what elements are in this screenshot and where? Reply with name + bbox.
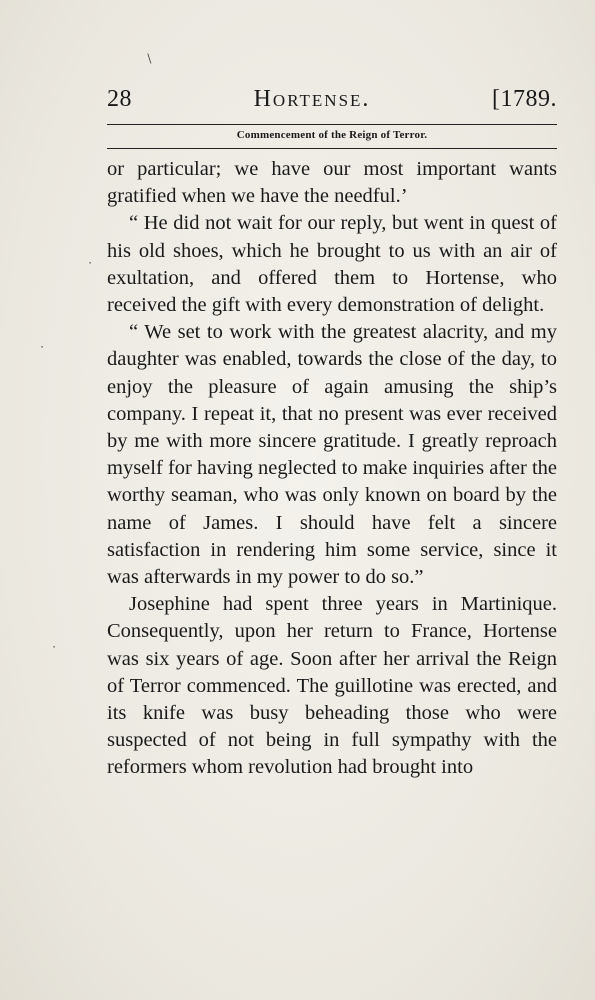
- ink-speck: ⋅: [40, 340, 45, 354]
- page-number: 28: [107, 86, 132, 112]
- header-year: [1789.: [492, 86, 557, 112]
- ink-speck: ⋅: [88, 256, 93, 270]
- header-rule-bottom: [107, 148, 557, 149]
- paragraph: “ He did not wait for our reply, but went in quest of his old shoes, which he brought to us with an air of exultation, and offered them to Hortense, who received the gift with every demonstration of delight.: [107, 212, 557, 317]
- ink-speck: ⋅: [52, 640, 57, 654]
- paragraph-continuation: or particular; we have our most important wants gratified when we have the needful.’: [107, 158, 557, 208]
- section-subheading: Commencement of the Reign of Terror.: [236, 129, 428, 141]
- paragraph: “ We set to work with the greatest alacrity, and my daughter was enabled, towards the close of the day, to enjoy the pleasure of again amusing the ship’s company. I repeat it, that no present was ever received by me with more sincere gratitude. I greatly reproach myself for having neglected to make inquiries after the worthy seaman, who was only known on board by the name of James. I should have felt a sincere satisfaction in rendering him some service, since it was afterwards in my power to do so.”: [107, 321, 557, 589]
- running-title: Hortense.: [253, 86, 371, 112]
- body-text: [107, 156, 557, 782]
- header-rule-top: [107, 124, 557, 125]
- page-header: [107, 86, 557, 118]
- ink-speck: ∖: [145, 52, 153, 66]
- paragraph: Josephine had spent three years in Martinique. Consequently, upon her return to France, Hortense was six years of age. Soon after her arrival the Reign of Terror commenced. The guillotine was erected, and its knife was busy beheading those who were suspected of not being in full sympathy with the reformers whom revolution had brought into: [107, 593, 557, 779]
